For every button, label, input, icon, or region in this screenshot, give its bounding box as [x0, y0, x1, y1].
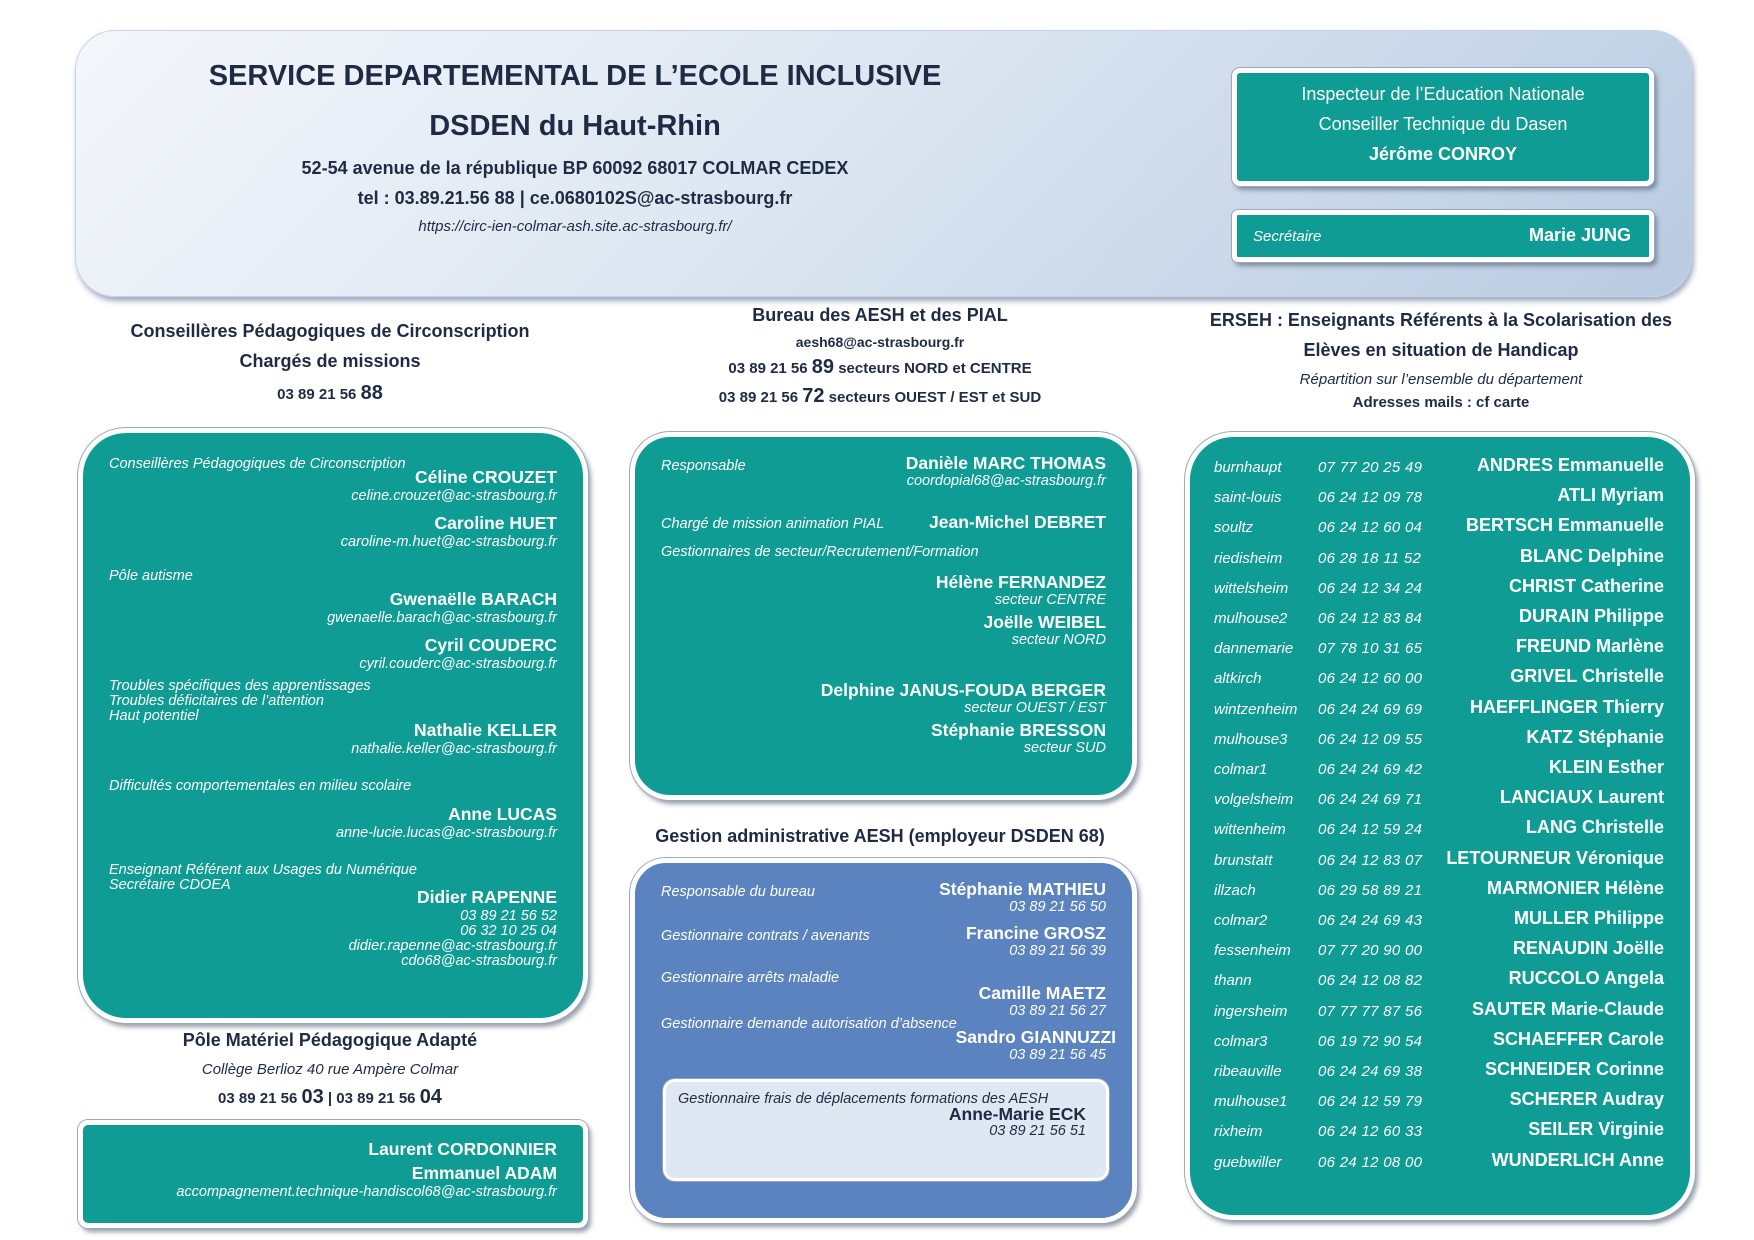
erseh-phone: 06 24 24 69 71	[1318, 791, 1423, 809]
erseh-row	[1190, 572, 1690, 602]
erseh-name: GRIVEL Christelle	[1510, 666, 1664, 687]
aesh-phone-suffix: 89	[811, 356, 835, 378]
erseh-name: SCHAEFFER Carole	[1492, 1028, 1664, 1049]
erseh-phone: 07 77 20 25 49	[1318, 459, 1423, 476]
gestion-card	[630, 858, 1137, 1223]
erseh-phone: 06 24 12 60 00	[1318, 670, 1423, 688]
erseh-row	[1190, 1055, 1690, 1085]
aesh-phone-prefix: 03 89 21 56	[728, 360, 812, 377]
role-label: Gestionnaire contrats / avenants	[661, 928, 870, 944]
erseh-phone: 06 29 58 89 21	[1318, 881, 1423, 899]
erseh-row	[1190, 481, 1690, 511]
person-email[interactable]: gwenaelle.barach@ac-strasbourg.fr	[327, 610, 557, 626]
pmpa-section-title	[80, 1030, 580, 1109]
person-phone: 03 89 21 56 45	[1009, 1047, 1106, 1063]
person-email[interactable]: coordopial68@ac-strasbourg.fr	[906, 473, 1106, 489]
person-name: Joëlle WEIBEL	[983, 612, 1106, 632]
pmpa-phone-prefix: 03 89 21 56	[336, 1090, 420, 1107]
role-label: Responsable du bureau	[661, 884, 815, 900]
erseh-row	[1190, 844, 1690, 874]
address: 52-54 avenue de la république BP 60092 68017 COLMAR CEDEX	[301, 158, 849, 178]
cpc-title-line1: Conseillères Pédagogiques de Circonscription	[130, 321, 530, 341]
person-sector: secteur SUD	[1023, 740, 1106, 756]
erseh-name: RENAUDIN Joëlle	[1512, 938, 1664, 959]
erseh-city: ribeauville	[1214, 1063, 1282, 1080]
erseh-phone: 06 24 12 59 24	[1318, 821, 1423, 839]
erseh-name: RUCCOLO Angela	[1508, 968, 1664, 989]
erseh-row	[1190, 693, 1690, 723]
erseh-city: soultz	[1214, 519, 1254, 537]
aesh-section-title	[630, 305, 1130, 408]
erseh-row	[1190, 451, 1690, 481]
erseh-title-line1: ERSEH : Enseignants Référents à la Scolarisation des	[1209, 310, 1673, 330]
inspector-title: Inspecteur de l’Education Nationale	[1301, 84, 1585, 104]
erseh-row	[1190, 1025, 1690, 1055]
erseh-name: SEILER Virginie	[1528, 1119, 1664, 1140]
erseh-name: FREUND Marlène	[1515, 636, 1664, 657]
pmpa-email[interactable]: accompagnement.technique-handiscol68@ac-strasbourg.fr	[176, 1184, 557, 1200]
erseh-card	[1185, 432, 1695, 1220]
erseh-phone: 06 24 12 60 04	[1318, 519, 1423, 537]
person-email[interactable]: cdo68@ac-strasbourg.fr	[401, 953, 557, 969]
person-name: Hélène FERNANDEZ	[935, 572, 1106, 592]
pmpa-phone-suffix: 03	[301, 1086, 324, 1108]
inspector-card	[1232, 68, 1654, 186]
person-name: Céline CROUZET	[415, 467, 557, 487]
pmpa-phone-suffix: 04	[419, 1086, 442, 1108]
frais-deplacement-card	[663, 1079, 1109, 1181]
erseh-phone: 07 77 20 90 00	[1318, 942, 1423, 960]
erseh-city: colmar1	[1214, 761, 1268, 778]
person-name: Francine GROSZ	[965, 923, 1106, 943]
erseh-row	[1190, 511, 1690, 541]
erseh-row	[1190, 1115, 1690, 1145]
person-sector: secteur NORD	[1011, 632, 1106, 648]
inspector-role: Conseiller Technique du Dasen	[1318, 114, 1568, 134]
erseh-name: BLANC Delphine	[1520, 545, 1664, 566]
role-label: Gestionnaire demande autorisation d’absence	[661, 1016, 957, 1032]
aesh-phone-sectors: secteurs NORD et CENTRE	[834, 360, 1032, 377]
aesh-phone-suffix: 72	[802, 385, 825, 407]
erseh-city: brunstatt	[1214, 851, 1273, 869]
erseh-row	[1190, 1146, 1690, 1176]
erseh-phone: 06 28 18 11 52	[1318, 549, 1422, 567]
erseh-row	[1190, 964, 1690, 994]
erseh-city: burnhaupt	[1214, 459, 1282, 476]
aesh-card	[630, 432, 1137, 800]
person-phone: 03 89 21 56 39	[1009, 943, 1106, 959]
erseh-phone: 07 77 77 87 56	[1318, 1002, 1423, 1020]
erseh-city: fessenheim	[1214, 942, 1291, 960]
numerique-label: Enseignant Référent aux Usages du Numérique	[109, 862, 417, 878]
erseh-name: SCHERER Audray	[1509, 1089, 1664, 1110]
cpc-phone-suffix: 88	[360, 382, 383, 404]
erseh-name: SAUTER Marie-Claude	[1471, 998, 1664, 1019]
cpc-phone-prefix: 03 89 21 56	[277, 386, 361, 403]
pmpa-address: Collège Berlioz 40 rue Ampère Colmar	[201, 1061, 459, 1078]
role-label: Gestionnaire frais de déplacements formations des AESH	[678, 1091, 1049, 1107]
erseh-city: guebwiller	[1214, 1153, 1282, 1171]
cpc-section-title	[80, 316, 580, 410]
erseh-name: HAEFFLINGER Thierry	[1469, 696, 1664, 717]
person-email[interactable]: cyril.couderc@ac-strasbourg.fr	[359, 656, 557, 672]
erseh-city: ingersheim	[1214, 1002, 1288, 1020]
erseh-name: SCHNEIDER Corinne	[1484, 1059, 1664, 1079]
gestionnaires-label: Gestionnaires de secteur/Recrutement/Formation	[661, 544, 979, 560]
erseh-city: thann	[1214, 972, 1252, 990]
erseh-city: mulhouse3	[1214, 730, 1288, 748]
person-name: Anne LUCAS	[448, 804, 557, 824]
erseh-row	[1190, 934, 1690, 964]
person-name: Jean-Michel DEBRET	[929, 512, 1106, 532]
erseh-name: MULLER Philippe	[1514, 908, 1664, 928]
person-email[interactable]: anne-lucie.lucas@ac-strasbourg.fr	[335, 825, 557, 841]
person-phone: 06 32 10 25 04	[460, 923, 557, 939]
person-name: Delphine JANUS-FOUDA BERGER	[820, 680, 1106, 700]
person-name: Laurent CORDONNIER	[368, 1139, 557, 1159]
secretary-card	[1232, 210, 1654, 262]
erseh-row	[1190, 995, 1690, 1025]
erseh-city: saint-louis	[1214, 489, 1282, 507]
erseh-phone: 06 24 24 69 42	[1318, 761, 1423, 778]
erseh-phone: 06 24 24 69 38	[1318, 1063, 1423, 1080]
person-email[interactable]: celine.crouzet@ac-strasbourg.fr	[351, 488, 557, 504]
erseh-city: mulhouse2	[1214, 610, 1288, 627]
dsden-title: DSDEN du Haut-Rhin	[429, 110, 721, 142]
erseh-phone: 06 24 12 09 78	[1318, 489, 1423, 507]
erseh-title-line2: Elèves en situation de Handicap	[1303, 340, 1579, 360]
erseh-phone: 06 24 24 69 69	[1318, 700, 1423, 718]
erseh-city: colmar3	[1214, 1032, 1268, 1050]
cdoea-label: Secrétaire CDOEA	[109, 877, 231, 893]
person-name: Stéphanie BRESSON	[930, 720, 1106, 740]
erseh-city: mulhouse1	[1214, 1093, 1288, 1111]
pmpa-title: Pôle Matériel Pédagogique Adapté	[182, 1030, 478, 1050]
pmpa-card	[78, 1120, 588, 1228]
cpc-card	[78, 428, 588, 1023]
erseh-phone: 06 24 12 08 00	[1318, 1153, 1423, 1171]
erseh-city: rixheim	[1214, 1123, 1263, 1141]
aesh-phone-2	[630, 385, 1130, 408]
aesh-email[interactable]: aesh68@ac-strasbourg.fr	[795, 334, 965, 350]
person-sector: secteur CENTRE	[994, 592, 1106, 608]
erseh-name: MARMONIER Hélène	[1486, 877, 1664, 898]
erseh-phone: 06 24 24 69 43	[1318, 912, 1423, 929]
person-name: Sandro GIANNUZZI	[955, 1027, 1116, 1047]
erseh-phone: 07 78 10 31 65	[1318, 640, 1423, 658]
erseh-name: KLEIN Esther	[1548, 757, 1664, 777]
person-name: Camille MAETZ	[978, 983, 1106, 1003]
website-link[interactable]: https://circ-ien-colmar-ash.site.ac-strasbourg.fr/	[418, 218, 732, 235]
erseh-phone: 06 19 72 90 54	[1318, 1032, 1423, 1050]
erseh-name: DURAIN Philippe	[1518, 606, 1664, 626]
erseh-name: ATLI Myriam	[1557, 485, 1664, 506]
person-name: Emmanuel ADAM	[411, 1163, 557, 1183]
erseh-city: wittelsheim	[1214, 579, 1289, 597]
erseh-row	[1190, 632, 1690, 662]
erseh-city: riedisheim	[1214, 549, 1283, 567]
cpc-label: Conseillères Pédagogiques de Circonscription	[109, 456, 406, 472]
aesh-title: Bureau des AESH et des PIAL	[752, 305, 1008, 325]
secretary-name: Marie JUNG	[1528, 225, 1631, 245]
person-name: Danièle MARC THOMAS	[905, 453, 1106, 473]
erseh-phone: 06 24 12 09 55	[1318, 730, 1423, 748]
person-phone: 03 89 21 56 27	[1009, 1003, 1106, 1019]
erseh-name: LANCIAUX Laurent	[1499, 787, 1664, 808]
erseh-phone: 06 24 12 83 07	[1318, 851, 1423, 869]
person-name: Cyril COUDERC	[424, 635, 557, 655]
erseh-name: CHRIST Catherine	[1508, 575, 1664, 596]
erseh-phone: 06 24 12 08 82	[1318, 972, 1423, 990]
person-email[interactable]: nathalie.keller@ac-strasbourg.fr	[351, 741, 557, 757]
autisme-label: Pôle autisme	[109, 568, 193, 584]
erseh-subtitle: Répartition sur l’ensemble du département	[1299, 371, 1583, 388]
erseh-city: colmar2	[1214, 912, 1268, 929]
erseh-mails-note: Adresses mails : cf carte	[1352, 394, 1530, 411]
erseh-name: ANDRES Emmanuelle	[1476, 455, 1664, 475]
erseh-row	[1190, 662, 1690, 692]
person-name: Caroline HUET	[434, 513, 557, 533]
erseh-row	[1190, 783, 1690, 813]
person-name: Anne-Marie ECK	[948, 1104, 1086, 1124]
erseh-city: wittenheim	[1214, 821, 1286, 839]
erseh-city: illzach	[1214, 881, 1256, 899]
erseh-city: dannemarie	[1214, 640, 1294, 658]
person-phone: 03 89 21 56 51	[989, 1123, 1086, 1139]
tsa-label: Troubles spécifiques des apprentissages	[109, 678, 371, 694]
erseh-row	[1190, 874, 1690, 904]
aesh-phone-sectors: secteurs OUEST / EST et SUD	[824, 389, 1042, 406]
role-label: Gestionnaire arrêts maladie	[661, 970, 840, 986]
pmpa-phone-separator: |	[323, 1090, 337, 1107]
person-name: Nathalie KELLER	[414, 720, 557, 740]
aesh-phone-1	[630, 356, 1130, 379]
contact-line: tel : 03.89.21.56 88 | ce.0680102S@ac-strasbourg.fr	[357, 188, 793, 208]
person-email[interactable]: didier.rapenne@ac-strasbourg.fr	[348, 938, 557, 954]
person-name: Gwenaëlle BARACH	[389, 589, 557, 609]
person-name: Stéphanie MATHIEU	[939, 879, 1106, 899]
erseh-phone: 06 24 12 83 84	[1318, 610, 1423, 627]
erseh-city: wintzenheim	[1214, 700, 1298, 718]
erseh-row	[1190, 753, 1690, 783]
cpc-title-line2: Chargés de missions	[239, 351, 421, 371]
responsable-label: Responsable	[661, 458, 746, 474]
erseh-name: BERTSCH Emmanuelle	[1465, 515, 1664, 536]
secretary-label: Secrétaire	[1253, 228, 1322, 245]
pial-label: Chargé de mission animation PIAL	[661, 516, 885, 532]
erseh-row	[1190, 1085, 1690, 1115]
erseh-row	[1190, 904, 1690, 934]
tsa-label: Haut potentiel	[109, 708, 199, 724]
erseh-phone: 06 24 12 34 24	[1318, 579, 1423, 597]
person-sector: secteur OUEST / EST	[964, 700, 1106, 716]
aesh-phone-prefix: 03 89 21 56	[718, 389, 803, 406]
erseh-row	[1190, 542, 1690, 572]
erseh-name: KATZ Stéphanie	[1526, 726, 1664, 747]
erseh-row	[1190, 813, 1690, 843]
inspector-name: Jérôme CONROY	[1368, 144, 1518, 164]
person-email[interactable]: caroline-m.huet@ac-strasbourg.fr	[340, 534, 557, 550]
erseh-city: altkirch	[1214, 670, 1262, 688]
comportement-label: Difficultés comportementales en milieu scolaire	[109, 778, 412, 794]
erseh-name: LETOURNEUR Véronique	[1446, 847, 1664, 868]
person-phone: 03 89 21 56 52	[460, 908, 557, 924]
pmpa-phone-prefix: 03 89 21 56	[218, 1090, 302, 1107]
gestion-section-title: Gestion administrative AESH (employeur DSDEN 68)	[655, 826, 1105, 846]
service-title: SERVICE DEPARTEMENTAL DE L’ECOLE INCLUSIVE	[208, 60, 942, 92]
erseh-section-title	[1195, 305, 1687, 411]
cpc-phone	[80, 378, 580, 410]
pmpa-phones	[80, 1086, 580, 1109]
person-phone: 03 89 21 56 50	[1009, 899, 1106, 915]
erseh-name: WUNDERLICH Anne	[1491, 1149, 1664, 1170]
erseh-row	[1190, 602, 1690, 632]
erseh-name: LANG Christelle	[1525, 817, 1664, 838]
erseh-phone: 06 24 12 59 79	[1318, 1093, 1423, 1111]
erseh-row	[1190, 723, 1690, 753]
erseh-phone: 06 24 12 60 33	[1318, 1123, 1423, 1141]
erseh-city: volgelsheim	[1214, 791, 1294, 809]
tsa-label: Troubles déficitaires de l’attention	[109, 693, 324, 709]
person-name: Didier RAPENNE	[416, 887, 557, 907]
